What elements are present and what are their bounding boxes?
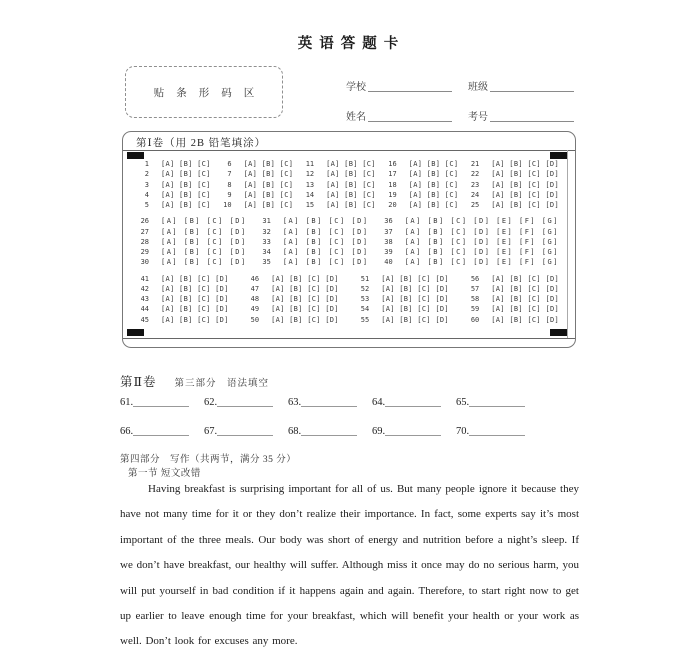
blank-number: 63. — [288, 397, 302, 408]
question-column-11 — [302, 159, 376, 210]
question-row-31 — [259, 216, 369, 226]
answer-options[interactable]: [A] [B] [C] [D] — [161, 315, 229, 324]
answer-block-1 — [137, 159, 559, 210]
question-number: 14 — [305, 190, 315, 199]
question-row-27 — [137, 227, 247, 237]
question-row-20 — [385, 200, 459, 210]
question-row-48 — [247, 294, 339, 304]
blank-number: 65. — [456, 397, 470, 408]
barcode-area — [125, 66, 283, 118]
blank-input-line[interactable] — [385, 425, 441, 436]
question-number: 20 — [388, 201, 397, 209]
question-row-33 — [259, 237, 369, 247]
answer-options[interactable]: [A] [B] [C] [D] — [161, 217, 247, 226]
question-number: 15 — [305, 201, 315, 209]
answer-options[interactable]: [A] [B] [C] — [326, 170, 376, 179]
barcode-area-label: 贴条形码区 — [153, 87, 267, 99]
question-number: 29 — [140, 248, 149, 256]
question-row-4 — [137, 190, 211, 200]
timing-mark-top-left — [127, 152, 144, 159]
answer-options[interactable]: [A] [B] [C] — [408, 201, 459, 209]
question-row-41 — [137, 274, 229, 284]
question-row-1 — [137, 159, 211, 169]
question-number: 36 — [384, 217, 393, 226]
question-row-17 — [385, 169, 459, 179]
question-number: 10 — [223, 201, 232, 209]
answer-options[interactable]: [A] [B] [C] [D] — [381, 274, 449, 283]
answer-options[interactable]: [A] [B] [C] [D] — [381, 315, 449, 324]
answer-options[interactable]: [A] [B] [C] — [326, 201, 376, 209]
question-column-31 — [259, 216, 369, 267]
question-row-38 — [381, 237, 559, 247]
question-row-35 — [259, 257, 369, 267]
question-row-56 — [467, 274, 559, 284]
class-label: 班级 — [468, 82, 488, 93]
answer-options[interactable]: [A] [B] [C] [D] — [381, 305, 449, 314]
question-row-22 — [467, 169, 559, 179]
question-row-40 — [381, 257, 559, 267]
question-number: 44 — [140, 305, 149, 314]
question-row-58 — [467, 294, 559, 304]
class-field — [468, 78, 578, 93]
question-row-16 — [385, 159, 459, 169]
question-row-37 — [381, 227, 559, 237]
question-row-59 — [467, 304, 559, 314]
question-number: 60 — [470, 315, 480, 324]
question-number: 2 — [144, 170, 149, 179]
blank-number: 67. — [204, 426, 218, 437]
error-correction-passage: Having breakfast is surprising important for all of us. But many people ignore it because they have not many time for it or they don’t realize their importance. In fact, some experts say it’s most important of the three meals. Our body was short of energy and nutrition before a night’s sleep. If we don’t have breakfast, our healthy will suffer. Although miss it once may do no serious harm, you will put yourself in bad condition if it happens again and again. Therefore, to start right now to get up earlier to leave enough time for your breakfast, which will benefit your health or your work as well. Don’t look for excuses any more. — [120, 483, 579, 648]
school-input-line[interactable] — [368, 81, 452, 92]
answer-options[interactable]: [A] [B] [C] — [161, 190, 211, 199]
blank-number: 64. — [372, 397, 386, 408]
blank-number: 62. — [204, 397, 218, 408]
question-number: 22 — [470, 170, 480, 179]
question-number: 53 — [360, 295, 370, 303]
question-number: 37 — [384, 227, 393, 236]
question-row-8 — [220, 180, 294, 190]
blank-number: 70. — [456, 426, 470, 437]
question-row-28 — [137, 237, 247, 247]
question-row-21 — [467, 159, 559, 169]
answer-options[interactable]: [A] [B] [C] [D] — [282, 217, 369, 226]
answer-options[interactable]: [A] [B] [C] — [161, 170, 211, 179]
answer-options[interactable]: [A] [B] [C] [D] — [381, 284, 449, 293]
question-number: 45 — [140, 315, 149, 324]
part2-heading — [120, 372, 269, 391]
blank-item-65 — [456, 396, 540, 408]
question-number: 4 — [144, 190, 149, 199]
question-number: 31 — [262, 217, 271, 226]
question-row-5 — [137, 200, 211, 210]
question-number: 34 — [262, 248, 271, 256]
question-column-6 — [220, 159, 294, 210]
question-row-6 — [220, 159, 294, 169]
answer-options[interactable]: [A] [B] [C] [D] — [161, 227, 247, 236]
answer-options[interactable]: [A] [B] [C] — [326, 180, 376, 189]
blank-number: 61. — [120, 397, 134, 408]
question-row-46 — [247, 274, 339, 284]
question-row-53 — [357, 294, 449, 304]
student-info-fields — [346, 78, 578, 123]
question-row-26 — [137, 216, 247, 226]
question-row-60 — [467, 315, 559, 325]
question-column-36 — [381, 216, 559, 267]
question-row-51 — [357, 274, 449, 284]
answer-options[interactable]: [A] [B] [C] [D] — [491, 315, 559, 324]
blank-number: 69. — [372, 426, 386, 437]
question-row-50 — [247, 315, 339, 325]
question-column-1 — [137, 159, 211, 210]
answer-options[interactable]: [A] [B] [C] — [161, 160, 211, 168]
answer-options[interactable]: [A] [B] [C] — [243, 190, 294, 199]
question-row-18 — [385, 180, 459, 190]
answer-options[interactable]: [A] [B] [C] [D] — [161, 305, 229, 314]
answer-options[interactable]: [A] [B] [C] [D] — [161, 248, 247, 256]
answer-options[interactable]: [A] [B] [C] [D] — [161, 237, 247, 246]
question-number: 59 — [470, 305, 480, 314]
question-number: 33 — [262, 237, 271, 246]
timing-mark-top-right — [550, 152, 567, 159]
blank-input-line[interactable] — [469, 425, 525, 436]
answer-options[interactable]: [A] [B] [C] [D] — [271, 315, 339, 324]
blank-item-61 — [120, 396, 204, 408]
answer-options[interactable]: [A] [B] [C] [D] — [282, 237, 369, 246]
question-number: 5 — [144, 201, 149, 209]
blank-input-line[interactable] — [385, 396, 441, 407]
question-number: 8 — [227, 180, 232, 189]
answer-options[interactable]: [A] [B] [C] [D] [E] [F] [G] — [404, 217, 559, 226]
question-column-21 — [467, 159, 559, 210]
question-row-43 — [137, 294, 229, 304]
question-row-15 — [302, 200, 376, 210]
question-number: 19 — [388, 190, 397, 199]
question-row-9 — [220, 190, 294, 200]
answer-options[interactable]: [A] [B] [C] [D] — [491, 295, 559, 303]
part1-bottom-rule — [123, 338, 575, 339]
answer-options[interactable]: [A] [B] [C] — [326, 160, 376, 168]
question-row-54 — [357, 304, 449, 314]
question-row-39 — [381, 247, 559, 257]
question-column-56 — [467, 274, 559, 325]
class-input-line[interactable] — [490, 81, 574, 92]
answer-options[interactable]: [A] [B] [C] — [326, 190, 376, 199]
answer-options[interactable]: [A] [B] [C] — [243, 170, 294, 179]
question-number: 32 — [262, 227, 271, 236]
question-number: 28 — [140, 237, 149, 246]
answer-options[interactable]: [A] [B] [C] [D] [E] [F] [G] — [404, 258, 559, 267]
question-number: 7 — [227, 170, 232, 179]
question-row-32 — [259, 227, 369, 237]
question-number: 12 — [305, 170, 315, 179]
name-input-line[interactable] — [368, 111, 452, 122]
blank-item-68 — [288, 425, 372, 437]
part1-inner-right-rule — [567, 150, 568, 338]
answer-options[interactable]: [A] [B] [C] [D] — [161, 295, 229, 303]
question-number: 48 — [250, 295, 260, 303]
blank-item-70 — [456, 425, 540, 437]
answer-options[interactable]: [A] [B] [C] [D] — [491, 274, 559, 283]
answer-options[interactable]: [A] [B] [C] [D] — [271, 284, 339, 293]
exam-number-field — [468, 108, 578, 123]
answer-options[interactable]: [A] [B] [C] [D] — [161, 274, 229, 283]
answer-options[interactable]: [A] [B] [C] — [243, 160, 294, 168]
question-number: 46 — [250, 274, 260, 283]
answer-options[interactable]: [A] [B] [C] — [408, 160, 459, 168]
page-title: 英语答题卡 — [297, 36, 406, 52]
question-column-46 — [247, 274, 339, 325]
question-row-2 — [137, 169, 211, 179]
answer-block-3 — [137, 274, 559, 325]
answer-options[interactable]: [A] [B] [C] [D] — [381, 295, 449, 303]
part4-title: 第四部分 写作（共两节，满分 35 分） — [120, 455, 297, 465]
answer-options[interactable]: [A] [B] [C] [D] — [271, 305, 339, 314]
blank-item-62 — [204, 396, 288, 408]
blank-item-63 — [288, 396, 372, 408]
question-row-42 — [137, 284, 229, 294]
question-number: 52 — [360, 284, 370, 293]
question-number: 30 — [140, 258, 149, 267]
blank-input-line[interactable] — [301, 396, 357, 407]
answer-options[interactable]: [A] [B] [C] [D] — [491, 180, 559, 189]
question-number: 47 — [250, 284, 260, 293]
answer-options[interactable]: [A] [B] [C] [D] — [491, 190, 559, 199]
blank-item-69 — [372, 425, 456, 437]
question-row-25 — [467, 200, 559, 210]
question-column-51 — [357, 274, 449, 325]
question-row-57 — [467, 284, 559, 294]
question-number: 39 — [384, 248, 393, 256]
question-number: 18 — [388, 180, 397, 189]
answer-options[interactable]: [A] [B] [C] [D] [E] [F] [G] — [404, 248, 559, 256]
part4-section-label: 第一节 短文改错 — [128, 469, 201, 479]
question-row-44 — [137, 304, 229, 314]
part2-section-label: 第三部分 语法填空 — [174, 379, 270, 389]
answer-options[interactable]: [A] [B] [C] — [243, 180, 294, 189]
question-number: 11 — [305, 160, 315, 168]
question-number: 1 — [144, 160, 149, 168]
question-row-14 — [302, 190, 376, 200]
part1-answer-box — [122, 131, 576, 348]
answer-options[interactable]: [A] [B] [C] [D] — [161, 258, 247, 267]
question-row-24 — [467, 190, 559, 200]
blank-input-line[interactable] — [133, 425, 189, 436]
question-number: 13 — [305, 180, 315, 189]
blank-input-line[interactable] — [469, 396, 525, 407]
answer-options[interactable]: [A] [B] [C] — [161, 201, 211, 209]
question-number: 50 — [250, 315, 260, 324]
blank-item-67 — [204, 425, 288, 437]
question-number: 49 — [250, 305, 260, 314]
question-number: 56 — [470, 274, 480, 283]
grammar-blanks — [120, 396, 580, 454]
answer-options[interactable]: [A] [B] [C] [D] — [491, 170, 559, 179]
question-row-45 — [137, 315, 229, 325]
question-number: 25 — [470, 201, 480, 209]
question-row-10 — [220, 200, 294, 210]
answer-block-2 — [137, 216, 559, 267]
question-row-3 — [137, 180, 211, 190]
answer-options[interactable]: [A] [B] [C] [D] — [161, 284, 229, 293]
question-row-55 — [357, 315, 449, 325]
answer-options[interactable]: [A] [B] [C] — [408, 180, 459, 189]
answer-options[interactable]: [A] [B] [C] [D] — [282, 227, 369, 236]
answer-options[interactable]: [A] [B] [C] [D] — [271, 274, 339, 283]
question-number: 55 — [360, 315, 370, 324]
question-number: 17 — [388, 170, 397, 179]
question-number: 51 — [360, 274, 370, 283]
question-row-36 — [381, 216, 559, 226]
blank-input-line[interactable] — [217, 425, 273, 436]
exam-number-input-line[interactable] — [490, 111, 574, 122]
question-row-49 — [247, 304, 339, 314]
question-number: 27 — [140, 227, 149, 236]
answer-options[interactable]: [A] [B] [C] [D] [E] [F] [G] — [404, 227, 559, 236]
question-number: 42 — [140, 284, 149, 293]
question-row-11 — [302, 159, 376, 169]
answer-options[interactable]: [A] [B] [C] [D] [E] [F] [G] — [404, 237, 559, 246]
question-row-13 — [302, 180, 376, 190]
part1-header: 第Ⅰ卷（用 2B 铅笔填涂） — [136, 138, 267, 149]
blank-row-2 — [120, 425, 580, 437]
blank-input-line[interactable] — [217, 396, 273, 407]
blank-input-line[interactable] — [301, 425, 357, 436]
answer-options[interactable]: [A] [B] [C] [D] — [491, 201, 559, 209]
answer-options[interactable]: [A] [B] [C] [D] — [491, 160, 559, 168]
question-number: 35 — [262, 258, 271, 267]
question-number: 3 — [144, 180, 149, 189]
question-row-47 — [247, 284, 339, 294]
question-number: 58 — [470, 295, 480, 303]
question-row-30 — [137, 257, 247, 267]
question-number: 38 — [384, 237, 393, 246]
question-column-16 — [385, 159, 459, 210]
question-number: 9 — [227, 190, 232, 199]
blank-number: 68. — [288, 426, 302, 437]
blank-item-64 — [372, 396, 456, 408]
question-row-52 — [357, 284, 449, 294]
question-number: 54 — [360, 305, 370, 314]
question-row-19 — [385, 190, 459, 200]
question-number: 40 — [384, 258, 393, 267]
blank-row-1 — [120, 396, 580, 408]
question-number: 23 — [470, 180, 480, 189]
question-number: 41 — [140, 274, 149, 283]
question-number: 21 — [470, 160, 480, 168]
part2-title: 第Ⅱ卷 — [120, 375, 157, 389]
question-row-23 — [467, 180, 559, 190]
answer-grid — [137, 159, 559, 331]
exam-number-label: 考号 — [468, 112, 488, 123]
question-number: 16 — [388, 160, 397, 168]
answer-options[interactable]: [A] [B] [C] [D] — [271, 295, 339, 303]
question-row-29 — [137, 247, 247, 257]
name-label: 姓名 — [346, 112, 366, 123]
answer-options[interactable]: [A] [B] [C] — [243, 201, 294, 209]
question-row-7 — [220, 169, 294, 179]
question-column-26 — [137, 216, 247, 267]
question-number: 24 — [470, 190, 480, 199]
school-label: 学校 — [346, 82, 366, 93]
answer-options[interactable]: [A] [B] [C] [D] — [491, 305, 559, 314]
question-column-41 — [137, 274, 229, 325]
answer-options[interactable]: [A] [B] [C] — [408, 170, 459, 179]
school-field — [346, 78, 468, 93]
blank-item-66 — [120, 425, 204, 437]
question-row-34 — [259, 247, 369, 257]
answer-options[interactable]: [A] [B] [C] — [408, 190, 459, 199]
blank-number: 66. — [120, 426, 134, 437]
answer-options[interactable]: [A] [B] [C] — [161, 180, 211, 189]
question-number: 57 — [470, 284, 480, 293]
part1-top-rule — [123, 150, 575, 151]
name-field — [346, 108, 468, 123]
question-number: 43 — [140, 295, 149, 303]
answer-options[interactable]: [A] [B] [C] [D] — [491, 284, 559, 293]
answer-options[interactable]: [A] [B] [C] [D] — [282, 258, 369, 267]
question-row-12 — [302, 169, 376, 179]
blank-input-line[interactable] — [133, 396, 189, 407]
question-number: 6 — [227, 160, 232, 168]
question-number: 26 — [140, 217, 149, 226]
answer-options[interactable]: [A] [B] [C] [D] — [282, 248, 369, 256]
